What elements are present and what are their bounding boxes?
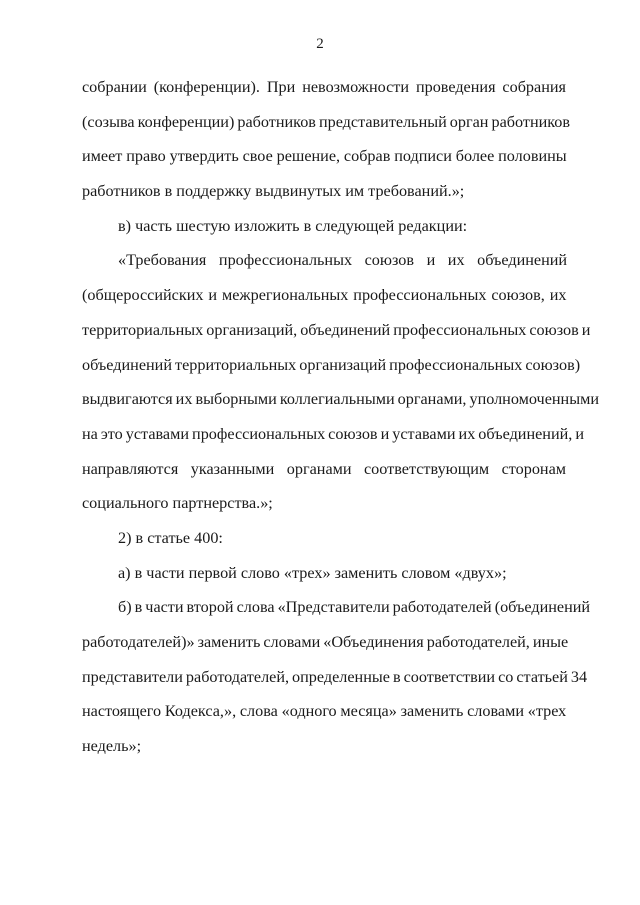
text-line: выдвигаются их выборными коллегиальными органами, уполномоченными bbox=[82, 390, 599, 409]
page-number: 2 bbox=[316, 36, 324, 52]
paragraph-quoted-requirements bbox=[82, 243, 599, 521]
text-line: б) в части второй слова «Представители работодателей (объединений bbox=[118, 598, 591, 617]
paragraph-item-a bbox=[82, 556, 566, 591]
text-line: «Требования профессиональных союзов и их объединений bbox=[118, 251, 568, 270]
text-line: а) в части первой слово «трех» заменить словом «двух»; bbox=[118, 563, 507, 582]
text-line: на это уставами профессиональных союзов и уставами их объединений, и bbox=[82, 424, 585, 443]
text-line: собрании (конференции). При невозможности проведения собрания bbox=[82, 78, 566, 96]
paragraph-item-v bbox=[82, 209, 566, 244]
paragraph-item-b bbox=[82, 590, 591, 763]
text-line: в) часть шестую изложить в следующей редакции: bbox=[118, 216, 468, 235]
paragraph-continuation bbox=[82, 70, 571, 209]
text-line: объединений территориальных организаций профессиональных союзов) bbox=[82, 355, 581, 374]
text-line: настоящего Кодекса,», слова «одного месяца» заменить словами «трех bbox=[82, 702, 567, 721]
text-line: (созыва конференции) работников представительный орган работников bbox=[82, 112, 571, 131]
paragraph-article-400 bbox=[82, 521, 566, 556]
text-line: территориальных организаций, объединений профессиональных союзов и bbox=[82, 320, 591, 339]
text-line: социального партнерства.»; bbox=[82, 494, 273, 513]
text-line: представители работодателей, определенные в соответствии со статьей 34 bbox=[82, 667, 588, 686]
text-line: (общероссийских и межрегиональных профессиональных союзов, их bbox=[82, 286, 567, 305]
document-body bbox=[82, 70, 599, 764]
text-line: работников в поддержку выдвинутых им требований.»; bbox=[82, 182, 465, 201]
text-line: недель»; bbox=[82, 737, 142, 756]
text-line: имеет право утвердить свое решение, собрав подписи более половины bbox=[82, 147, 567, 166]
text-line: работодателей)» заменить словами «Объединения работодателей, иные bbox=[82, 633, 569, 651]
text-line: 2) в статье 400: bbox=[118, 528, 223, 547]
text-line: направляются указанными органами соответствующим сторонам bbox=[82, 459, 567, 478]
